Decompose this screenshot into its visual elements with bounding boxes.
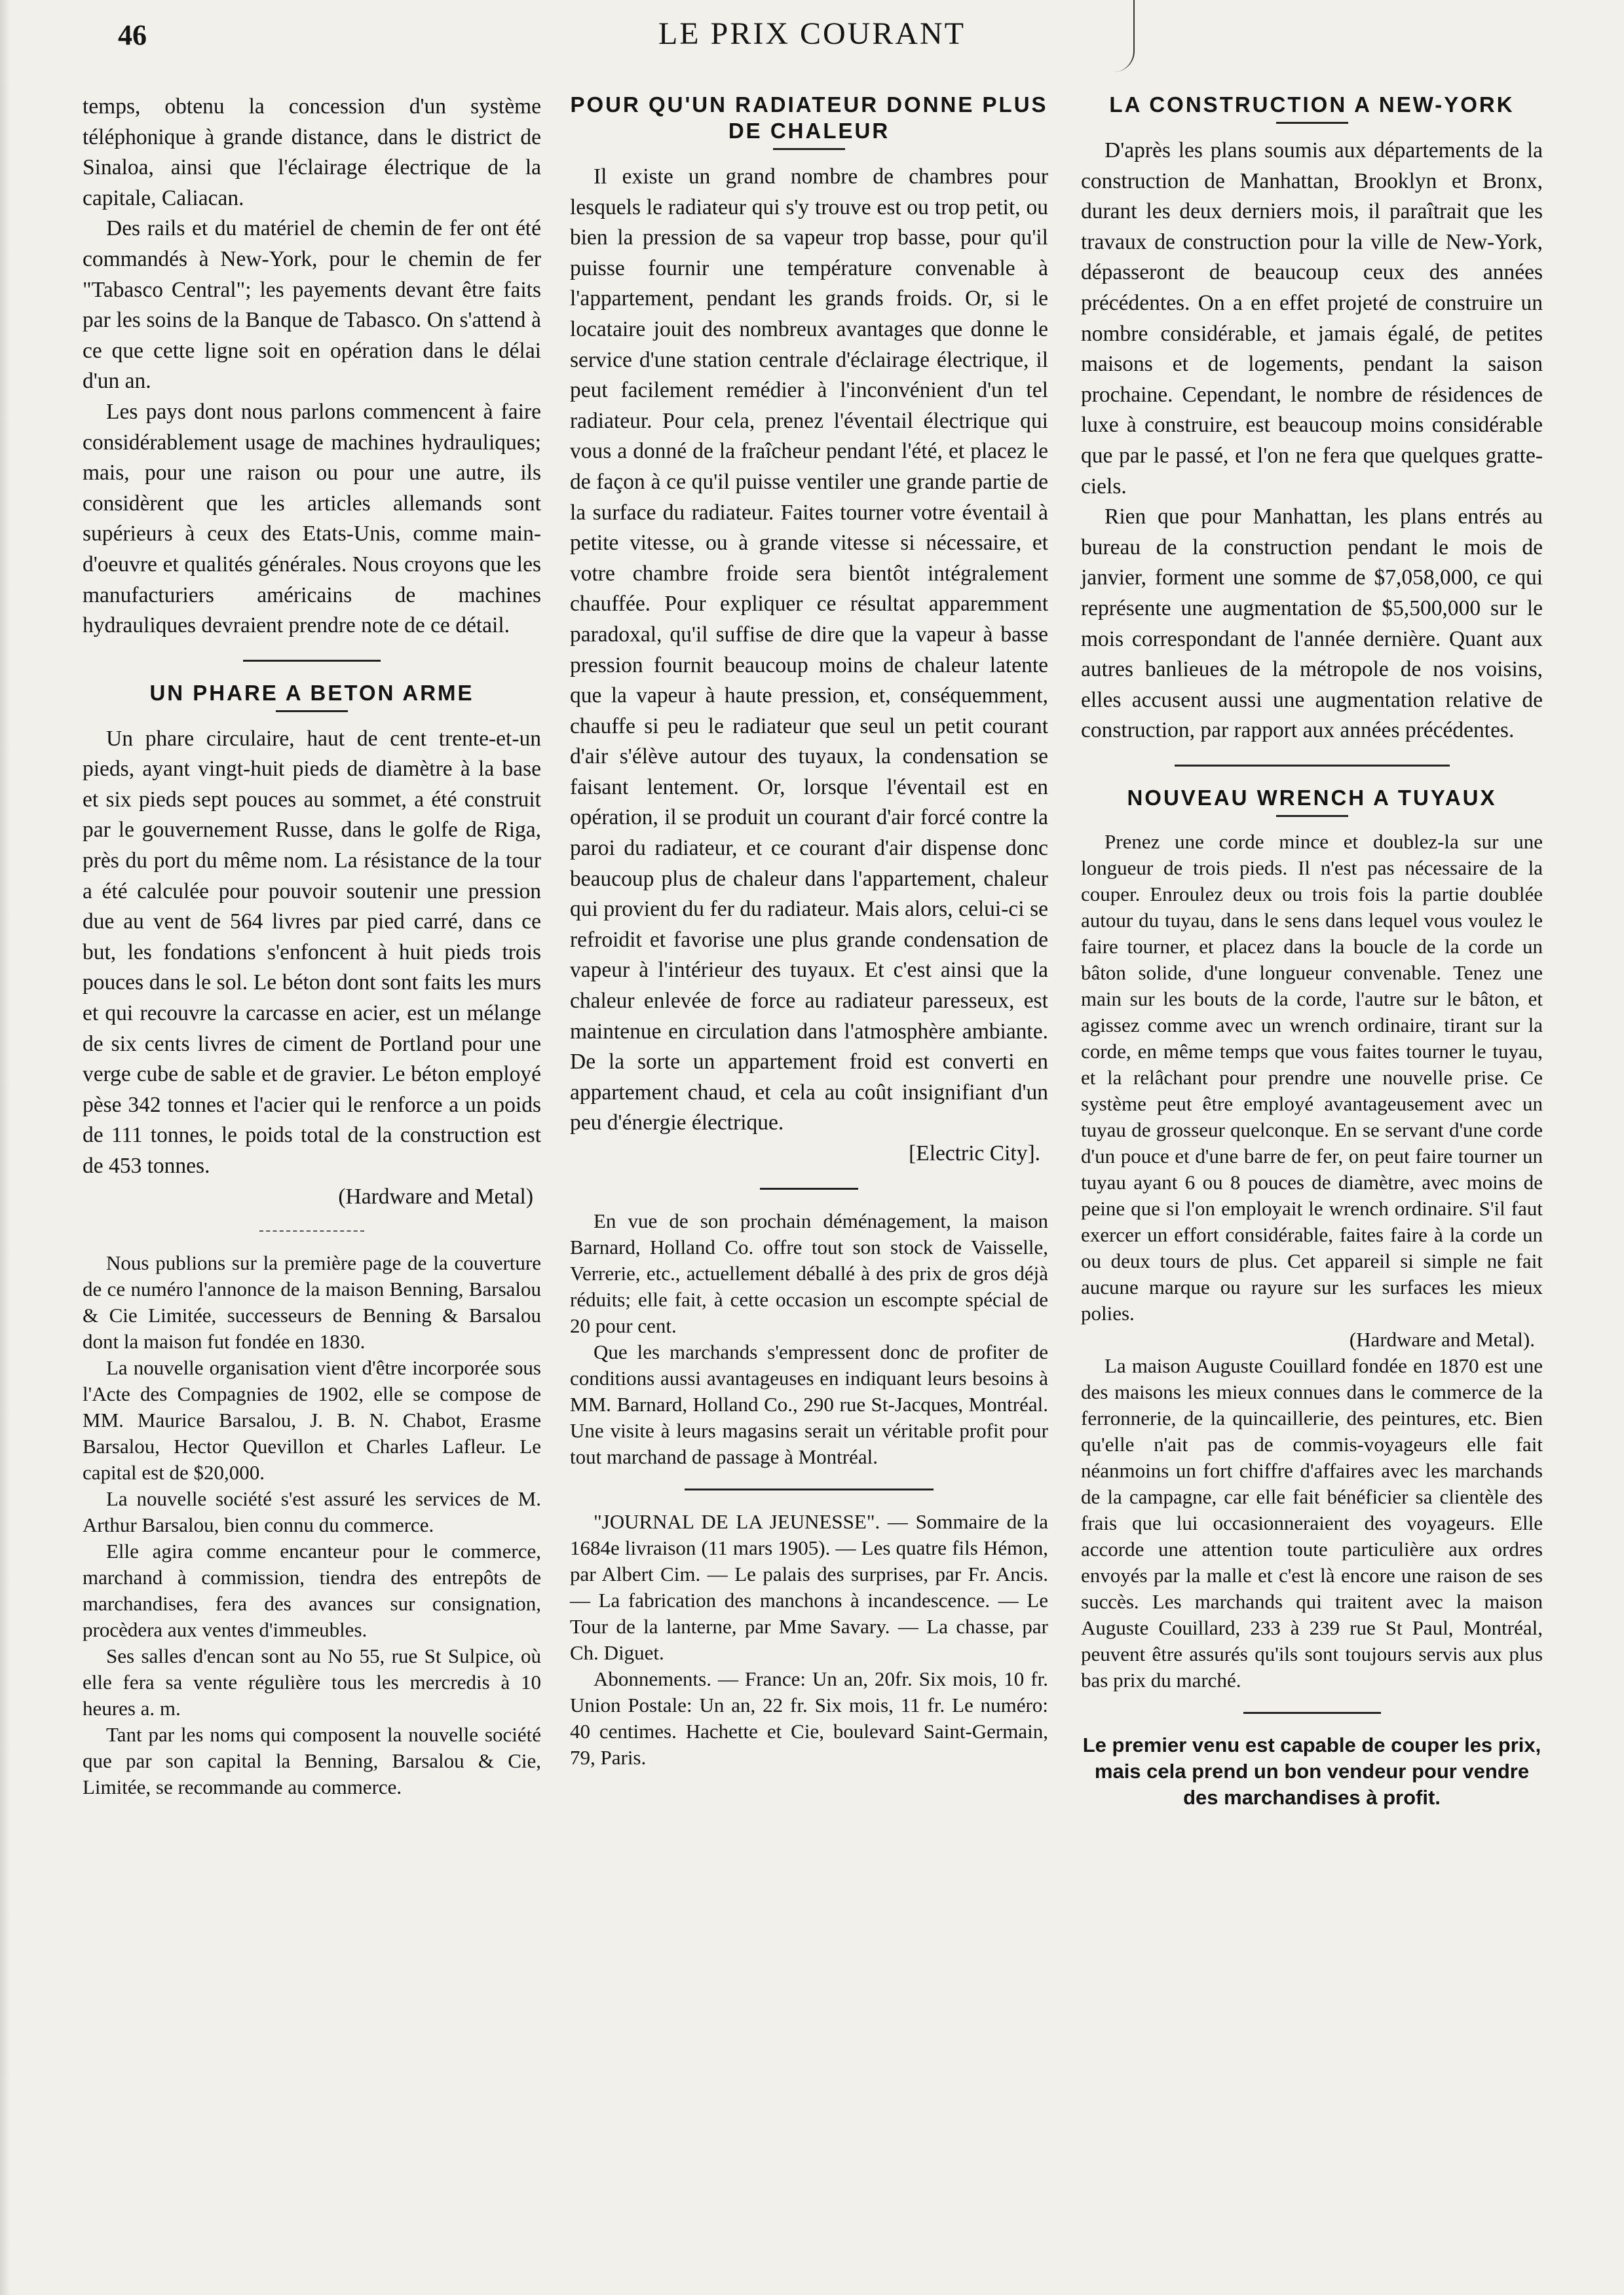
paragraph: Nous publions sur la première page de la couverture de ce numéro l'annonce de la maison Benning, Barsalou & Cie Limitée, successeurs de Benning & Barsalou dont la maison fut fondée en 1830. xyxy=(83,1251,541,1354)
article-heading: POUR QU'UN RADIATEUR DONNE PLUS DE CHALEUR xyxy=(570,92,1048,143)
section-divider xyxy=(685,1489,934,1490)
source-credit: (Hardware and Metal) xyxy=(338,1184,533,1209)
paragraph: Rien que pour Manhattan, les plans entrés au bureau de la construction pendant le mois de janvier, forment une somme de $7,058,000, ce qui représente une augmentation de $5,500,000 sur le mois correspondant de l'année dernière. Quant aux autres banlieues de la métropole de nos voisins, elles accusent aussi une augmentation relative de construction, par rapport aux années précédentes. xyxy=(1081,504,1543,743)
paragraph: Abonnements. — France: Un an, 20fr. Six mois, 10 fr. Union Postale: Un an, 22 fr. Six mois, 11 fr. Le numéro: 40 centimes. Hachette et Cie, boulevard Saint-Germain, 79, Paris. xyxy=(570,1667,1048,1769)
paragraph: Un phare circulaire, haut de cent trente-et-un pieds, ayant vingt-huit pieds de diamètre à la base et six pieds sept pouces au sommet, a été construit par le gouvernement Russe, dans le golfe de Riga, près du port du même nom. La résistance de la tour a été calculée pour pouvoir soutenir une pression due au vent de 564 livres par pied carré, dans ce but, les fondations s'enfoncent à huit pieds trois pouces dans le sol. Le béton dont sont faits les murs et qui recouvre la carcasse en acier, est un mélange de six cents livres de ciment de Portland pour une verge cube de sable et de gravier. Le béton employé pèse 342 tonnes et l'acier qui le renforce a un poids de 111 tonnes, le poids total de la construction est de 453 tonnes. xyxy=(83,726,541,1178)
paragraph: Prenez une corde mince et doublez-la sur une longueur de trois pieds. Il n'est pas nécessaire de la couper. Enroulez deux ou trois fois la partie doublée autour du tuyau, dans le sens dans lequel vous voulez le faire tourner, et placez dans la boucle de la corde un bâton solide, d'une longueur convenable. Tenez une main sur les bouts de la corde, l'autre sur le bâton, et agissez comme avec un wrench ordinaire, tirant sur la corde, en même temps que vous faites tourner le tuyau, et la relâchant pour prendre une nouvelle prise. Ce système peut être employé avantageusement avec un tuyau de grosseur quelconque. En se servant d'une corde d'un pouce et d'une barre de fer, on peut faire tourner un tuyau ayant 6 ou 8 pouces de diamètre, avec moins de peine que si l'on employait le wrench ordinaire. S'il faut exercer un effort considérable, faites faire à la corde un ou deux tours de plus. Cet appareil si simple ne fait aucune marque ou rayure sur les surfaces les mieux polies. xyxy=(1081,829,1543,1325)
scan-edge xyxy=(0,0,10,2295)
paragraph: Tant par les noms qui composent la nouvelle société que par son capital la Benning, Barsalou & Cie, Limitée, se recommande au commerce. xyxy=(83,1723,541,1799)
article-heading: LA CONSTRUCTION A NEW-YORK xyxy=(1109,92,1515,117)
paragraph: Les pays dont nous parlons commencent à faire considérablement usage de machines hydrauliques; mais, pour une raison ou pour une autre, ils considèrent que les articles allemands sont supérieurs à ceux des Etats-Unis, comme main-d'oeuvre et qualités générales. Nous croyons que les manufacturiers américains de machines hydrauliques devraient prendre note de ce détail. xyxy=(83,399,541,638)
paragraph: D'après les plans soumis aux départements de la construction de Manhattan, Brooklyn et Bronx, durant les deux derniers mois, il paraîtrait que les travaux de construction pour la ville de New-York, dépasseront de beaucoup ceux des années précédentes. On a en effet projeté de construire un nombre considérable, et jamais égalé, de petites maisons et de logements, pendant la saison prochaine. Cependant, le nombre de résidences de luxe à construire, est beaucoup moins considérable que par le passé, et l'on ne fera que quelques gratte-ciels. xyxy=(1081,138,1543,499)
source-credit: [Electric City]. xyxy=(909,1141,1040,1166)
page-number: 46 xyxy=(118,19,147,51)
paragraph: La nouvelle société s'est assuré les services de M. Arthur Barsalou, bien connu du commerce. xyxy=(83,1487,541,1537)
page-title: LE PRIX COURANT xyxy=(658,16,966,51)
closing-note: Le premier venu est capable de couper les prix, mais cela prend un bon vendeur pour vendre des marchandises à profit. xyxy=(1082,1733,1541,1809)
paragraph: Il existe un grand nombre de chambres pour lesquels le radiateur qui s'y trouve est ou trop petit, ou bien la pression de sa vapeur trop basse, pour qu'il puisse fournir une température convenable à l'appartement, pendant les grands froids. Or, si le locataire jouit des nombreux avantages que donne le service d'une station centrale d'éclairage électrique, il peut facilement remédier à l'inconvénient d'un tel radiateur. Pour cela, prenez l'éventail électrique qui vous a donné de la fraîcheur pendant l'été, et placez le de façon à ce qu'il puisse ventiler une grande partie de la surface du radiateur. Faites tourner votre éventail à petite vitesse, ou à grande vitesse si nécessaire, et votre chambre froide sera bientôt intégralement chauffée. Pour expliquer ce résultat apparemment paradoxal, qu'il suffise de dire que la vapeur à basse pression fournit beaucoup moins de chaleur latente que la vapeur à haute pression, et, conséquemment, chauffe si peu le radiateur que seul un petit courant d'air s'élève autour des tuyaux, la condensation se faisant lentement. Or, lorsque l'éventail est en opération, il se produit un courant d'air forcé contre la paroi du radiateur, et ce courant d'air dispense donc beaucoup plus de chaleur dans l'appartement, chaleur qui provient du fer du radiateur. Mais alors, celui-ci se refroidit et favorise une plus grande condensation de vapeur à l'intérieur des tuyaux. Et c'est ainsi que la chaleur enlevée de force au radiateur paresseux, est maintenue en circulation dans l'atmosphère ambiante. De la sorte un appartement froid est converti en appartement chaud, et cela au coût insignifiant d'un peu d'énergie électrique. xyxy=(570,164,1048,1135)
paragraph: Ses salles d'encan sont au No 55, rue St Sulpice, où elle fera sa vente régulière tous les mercredis à 10 heures a. m. xyxy=(83,1644,541,1720)
paragraph: Elle agira comme encanteur pour le commerce, marchand à commission, tiendra des entrepôts de marchandises, fera des avances sur consignation, procèdera aux ventes d'immeubles. xyxy=(83,1540,541,1642)
article-heading: NOUVEAU WRENCH A TUYAUX xyxy=(1127,785,1497,810)
section-divider xyxy=(1243,1712,1381,1714)
section-divider xyxy=(259,1230,364,1232)
column-left xyxy=(83,92,541,1800)
heading-rule xyxy=(276,710,348,712)
column-middle xyxy=(570,92,1048,1771)
paragraph: Que les marchands s'empressent donc de profiter de conditions aussi avantageuses en indiquant leurs besoins à MM. Barnard, Holland Co., 290 rue St-Jacques, Montréal. Une visite à leurs magasins serait un véritable profit pour tout marchand de passage à Montréal. xyxy=(570,1340,1048,1468)
section-divider xyxy=(1175,765,1450,767)
article-heading: UN PHARE A BETON ARME xyxy=(149,680,474,705)
paragraph: temps, obtenu la concession d'un système téléphonique à grande distance, dans le district de Sinaloa, ainsi que l'éclairage électrique de la capitale, Caliacan. xyxy=(83,94,541,210)
column-right xyxy=(1081,92,1543,1811)
heading-rule xyxy=(773,148,845,150)
heading-rule xyxy=(1276,815,1348,817)
paragraph: Des rails et du matériel de chemin de fer ont été commandés à New-York, pour le chemin de fer "Tabasco Central"; les payements devant être faits par les soins de la Banque de Tabasco. On s'attend à ce que cette ligne soit en opération dans le délai d'un an. xyxy=(83,216,541,394)
paragraph: "JOURNAL DE LA JEUNESSE". — Sommaire de la 1684e livraison (11 mars 1905). — Les quatre fils Hémon, par Albert Cim. — Le palais des surprises, par Fr. Ancis. — La fabrication des manchons à incandescence. — Le Tour de la lanterne, par Mme Savary. — La chasse, par Ch. Diguet. xyxy=(570,1509,1048,1664)
source-credit: (Hardware and Metal). xyxy=(1349,1327,1535,1351)
paragraph: La nouvelle organisation vient d'être incorporée sous l'Acte des Compagnies de 1902, elle se compose de MM. Maurice Barsalou, J. B. N. Chabot, Erasme Barsalou, Hector Quevillon et Charles Lafleur. Le capital est de $20,000. xyxy=(83,1356,541,1485)
paragraph: La maison Auguste Couillard fondée en 1870 est une des maisons les mieux connues dans le commerce de la ferronnerie, de la quincaillerie, des peintures, etc. Bien qu'elle n'ait pas de commis-voyageurs elle fait néanmoins un fort chiffre d'affaires avec les marchands de la campagne, car elle fait bénéficier sa clientèle des frais que lui occasionneraient des voyageurs. Elle accorde une attention toute particulière aux ordres envoyés par la malle et c'est là encore une raison de ses succès. Les marchands qui traitent avec la maison Auguste Couillard, 233 à 239 rue St Paul, Montréal, peuvent être assurés qu'ils sont toujours servis aux plus bas prix du marché. xyxy=(1081,1354,1543,1692)
section-divider xyxy=(243,660,381,662)
paragraph: En vue de son prochain déménagement, la maison Barnard, Holland Co. offre tout son stock de Vaisselle, Verrerie, etc., actuellement déballé à des prix de gros déjà réduits; elle fait, à cette occasion un escompte spécial de 20 pour cent. xyxy=(570,1209,1048,1337)
section-divider xyxy=(760,1188,858,1190)
heading-rule xyxy=(1276,122,1348,124)
